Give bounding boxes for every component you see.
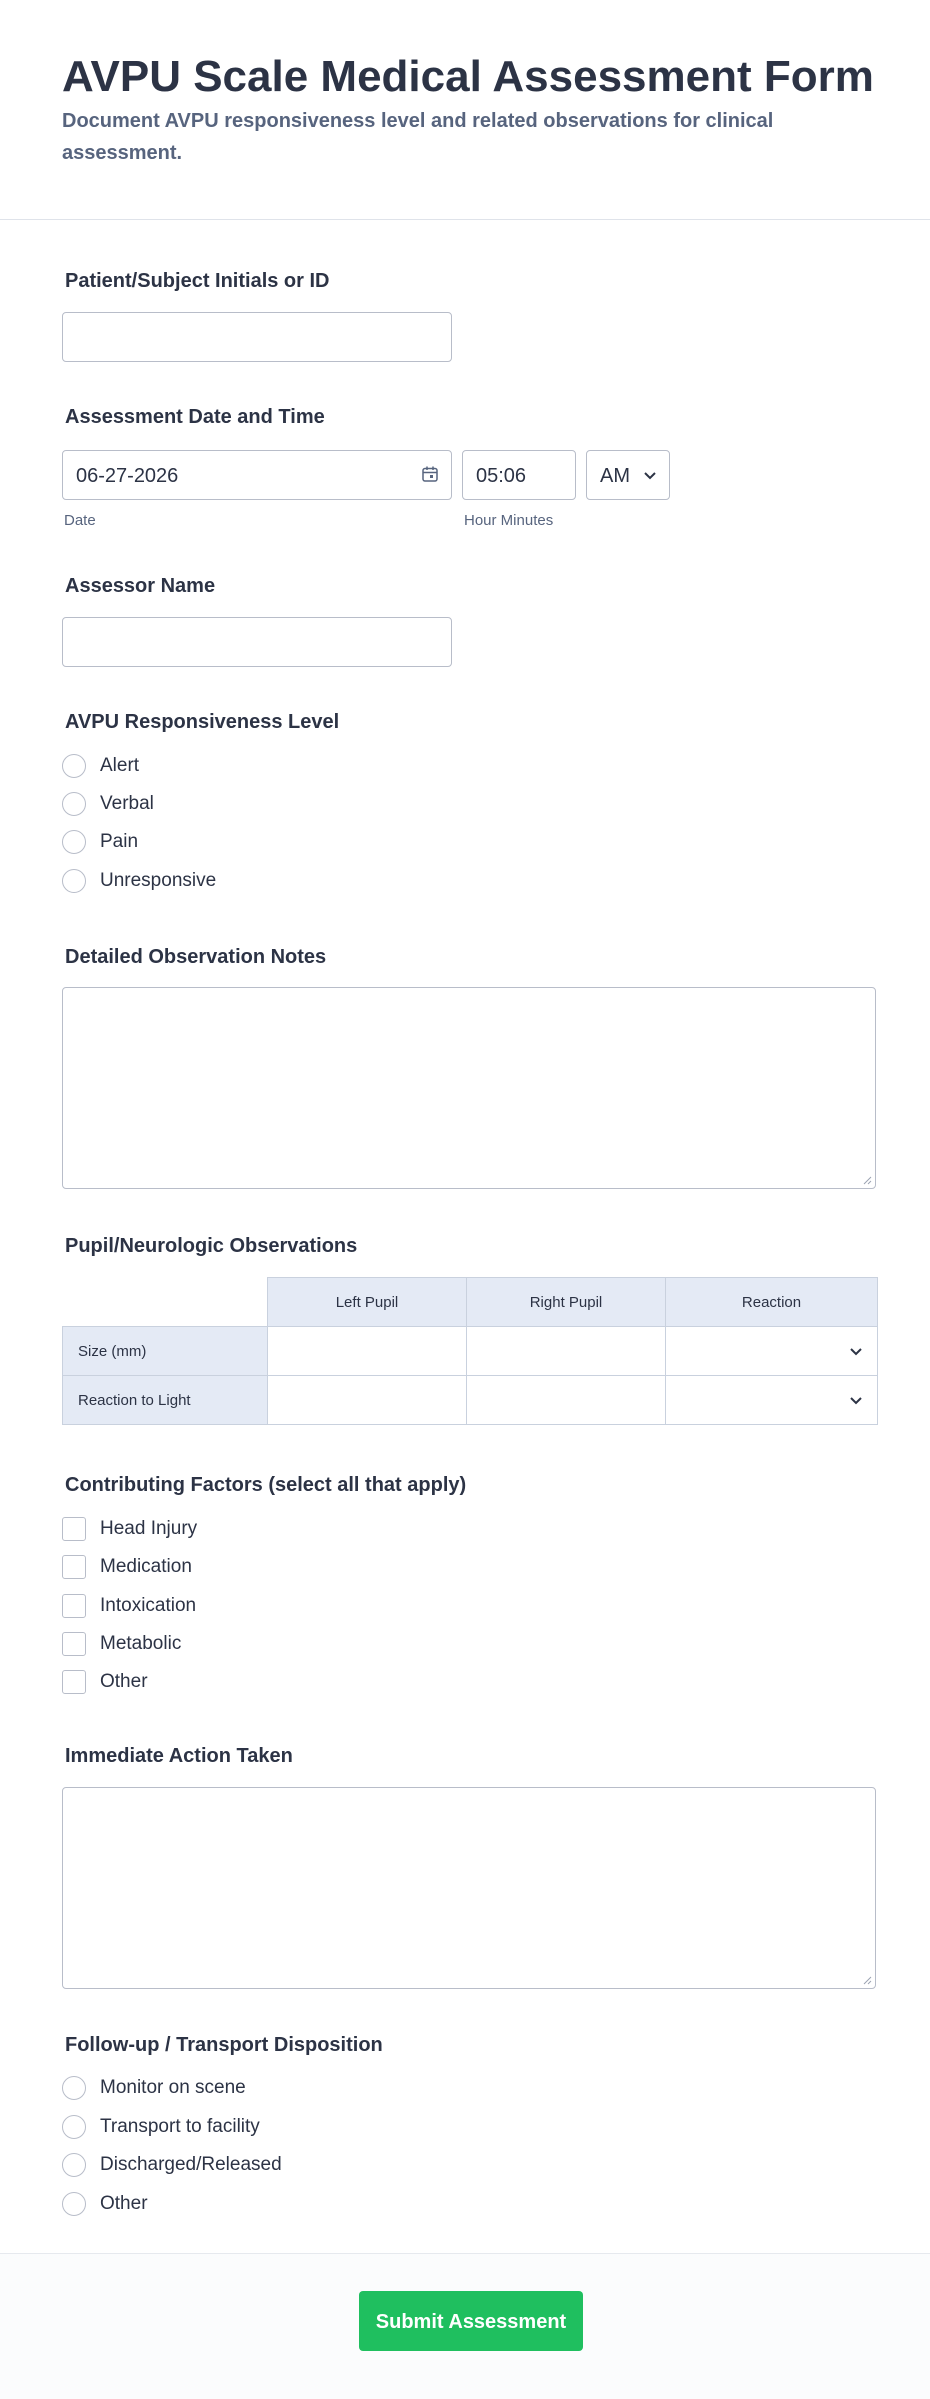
- light-reaction-select[interactable]: [666, 1376, 878, 1425]
- patient-id-input[interactable]: [62, 312, 452, 362]
- chevron-down-icon: [849, 1347, 863, 1357]
- immediate-action-label: Immediate Action Taken: [65, 1745, 293, 1767]
- left-pupil-light-input[interactable]: [268, 1376, 467, 1425]
- checkbox[interactable]: [62, 1594, 86, 1618]
- row-header: Reaction to Light: [63, 1376, 268, 1425]
- resize-handle-icon[interactable]: [862, 1975, 872, 1985]
- radio-button[interactable]: [62, 2192, 86, 2216]
- checkbox[interactable]: [62, 1670, 86, 1694]
- time-value: 05:06: [476, 465, 527, 487]
- option-label: Head Injury: [100, 1518, 198, 1539]
- form-header: [0, 0, 930, 220]
- pupil-matrix-table: [62, 1277, 878, 1425]
- option-label: Intoxication: [100, 1595, 197, 1616]
- checkbox[interactable]: [62, 1555, 86, 1579]
- option-label: Other: [100, 2193, 148, 2214]
- assessment-datetime-label: Assessment Date and Time: [65, 406, 325, 428]
- factors-label: Contributing Factors (select all that apply): [65, 1474, 467, 1496]
- chevron-down-icon: [849, 1396, 863, 1406]
- option-label: Verbal: [100, 793, 154, 814]
- option-label: Discharged/Released: [100, 2154, 282, 2175]
- radio-button[interactable]: [62, 2153, 86, 2177]
- right-pupil-light-input[interactable]: [467, 1376, 666, 1425]
- radio-button[interactable]: [62, 869, 86, 893]
- option-label: Alert: [100, 755, 140, 776]
- time-input[interactable]: [462, 450, 576, 500]
- date-input[interactable]: [62, 450, 452, 500]
- radio-button[interactable]: [62, 830, 86, 854]
- radio-button[interactable]: [62, 2076, 86, 2100]
- avpu-label: AVPU Responsiveness Level: [65, 711, 340, 733]
- immediate-action-textarea[interactable]: [62, 1787, 876, 1989]
- form-footer: [0, 2253, 930, 2399]
- patient-id-label: Patient/Subject Initials or ID: [65, 270, 330, 292]
- resize-handle-icon[interactable]: [862, 1175, 872, 1185]
- option-label: Pain: [100, 831, 139, 852]
- followup-label: Follow-up / Transport Disposition: [65, 2034, 383, 2056]
- assessor-input[interactable]: [62, 617, 452, 667]
- date-value: 06-27-2026: [76, 465, 179, 487]
- observation-notes-textarea[interactable]: [62, 987, 876, 1189]
- option-label: Monitor on scene: [100, 2077, 246, 2098]
- pupil-label: Pupil/Neurologic Observations: [65, 1235, 358, 1257]
- form-subtitle: Document AVPU responsiveness level and related observations for clinical assessment.: [62, 110, 774, 164]
- column-header: Reaction: [666, 1278, 878, 1327]
- option-label: Transport to facility: [100, 2116, 260, 2137]
- form-title: AVPU Scale Medical Assessment Form: [62, 52, 874, 101]
- matrix-corner: [63, 1278, 268, 1327]
- ampm-value: AM: [600, 465, 630, 487]
- checkbox[interactable]: [62, 1632, 86, 1656]
- right-pupil-size-input[interactable]: [467, 1327, 666, 1376]
- row-header: Size (mm): [63, 1327, 268, 1376]
- assessor-label: Assessor Name: [65, 575, 216, 597]
- option-label: Unresponsive: [100, 870, 217, 891]
- option-label: Metabolic: [100, 1633, 182, 1654]
- submit-button[interactable]: Submit Assessment: [359, 2291, 583, 2351]
- size-reaction-select[interactable]: [666, 1327, 878, 1376]
- option-label: Medication: [100, 1556, 192, 1577]
- calendar-icon[interactable]: [421, 465, 439, 483]
- table-row: [63, 1376, 878, 1425]
- radio-button[interactable]: [62, 792, 86, 816]
- left-pupil-size-input[interactable]: [268, 1327, 467, 1376]
- radio-button[interactable]: [62, 2115, 86, 2139]
- checkbox[interactable]: [62, 1517, 86, 1541]
- time-sublabel: Hour Minutes: [464, 512, 554, 529]
- option-label: Other: [100, 1671, 148, 1692]
- matrix-header-row: [63, 1278, 878, 1327]
- column-header: Right Pupil: [467, 1278, 666, 1327]
- ampm-select[interactable]: [586, 450, 670, 500]
- date-sublabel: Date: [64, 512, 96, 529]
- chevron-down-icon: [643, 471, 657, 481]
- radio-button[interactable]: [62, 754, 86, 778]
- column-header: Left Pupil: [268, 1278, 467, 1327]
- observation-notes-label: Detailed Observation Notes: [65, 946, 327, 968]
- table-row: [63, 1327, 878, 1376]
